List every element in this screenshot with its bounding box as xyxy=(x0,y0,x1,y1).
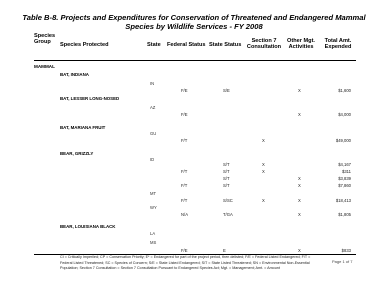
row-state-status: S/T xyxy=(223,183,230,188)
row-total-amt: $3,839 xyxy=(338,176,351,181)
species-group-label: MAMMAL xyxy=(34,64,55,69)
row-state: AZ xyxy=(150,105,156,110)
page-number: Page 1 of 7 xyxy=(332,259,353,264)
row-state: WY xyxy=(150,205,157,210)
row-other-mgt: X xyxy=(298,198,301,203)
row-state: MT xyxy=(150,191,157,196)
row-state-status: S/T xyxy=(223,162,230,167)
row-other-mgt: X xyxy=(298,112,301,117)
row-federal-status: F/E xyxy=(181,112,188,117)
row-other-mgt: X xyxy=(298,183,301,188)
header-species-protected: Species Protected xyxy=(60,42,109,48)
row-state-status: S/E xyxy=(223,88,230,93)
row-state-status: S/T xyxy=(223,176,230,181)
row-federal-status: F/E xyxy=(181,248,188,253)
row-federal-status: F/T xyxy=(181,169,188,174)
table-title-line2: Species by Wildlife Services - FY 2008 xyxy=(125,22,263,31)
row-total-amt: $4,000 xyxy=(338,112,351,117)
row-other-mgt: X xyxy=(298,248,301,253)
header-state-status: State Status xyxy=(209,42,242,48)
row-federal-status: F/T xyxy=(181,138,188,143)
row-other-mgt: X xyxy=(298,176,301,181)
row-total-amt: $833 xyxy=(341,248,351,253)
row-total-amt: $1,600 xyxy=(338,88,351,93)
header-total-amt-expended: Total Amt. Expended xyxy=(324,38,352,50)
row-other-mgt: X xyxy=(298,88,301,93)
footnote-legend: CI = Critically Imperiled; CP = Conservation Priority; E* = Endangered for part of the project period, then delisted; F/E = Federal Listed Endangered; F/T = Federal Listed Threatened; SC = Species of Concern; S/E = State Listed Endangered; S/T = State Listed Threatened; SN = Environmental Non-Essential Population; Section 7 Consultation = Section 7 Consultation Pursuant to Endangered Species Act; Mgt. = Management; Amt. = Amount xyxy=(60,255,311,271)
row-state-status: S/T xyxy=(223,169,230,174)
row-total-amt: $49,000 xyxy=(335,138,351,143)
row-other-mgt: X xyxy=(298,212,301,217)
species-name: BAT, MARIANA FRUIT xyxy=(60,125,106,130)
row-federal-status: N/A xyxy=(181,212,188,217)
row-state: ID xyxy=(150,157,155,162)
row-federal-status: F/T xyxy=(181,198,188,203)
row-state-status: S/SC xyxy=(223,198,233,203)
row-section7: X xyxy=(262,162,265,167)
row-section7: X xyxy=(262,169,265,174)
species-name: BAT, LESSER LONG-NOSED xyxy=(60,96,120,101)
row-total-amt: $4,167 xyxy=(338,162,351,167)
row-total-amt: $18,413 xyxy=(335,198,351,203)
row-total-amt: $7,860 xyxy=(338,183,351,188)
header-section7-consultation: Section 7 Consultation xyxy=(246,38,282,50)
header-state: State xyxy=(147,42,161,48)
species-name: BAT, INDIANA xyxy=(60,72,89,77)
header-other-mgt-activities: Other Mgt. Activities xyxy=(287,38,315,50)
row-federal-status: F/T xyxy=(181,183,188,188)
row-total-amt: $1,805 xyxy=(338,212,351,217)
row-state: IN xyxy=(150,81,155,86)
row-state-status: E xyxy=(223,248,226,253)
table-title-line1: Table B-8. Projects and Expenditures for Conservation of Threatened and Endangered Mammal xyxy=(22,13,366,22)
row-state: GU xyxy=(150,131,157,136)
row-section7: X xyxy=(262,138,265,143)
row-state: MS xyxy=(150,240,157,245)
header-rule xyxy=(34,60,356,61)
row-total-amt: $311 xyxy=(341,169,351,174)
header-species-group: Species Group xyxy=(34,33,56,45)
row-state: LA xyxy=(150,231,156,236)
header-federal-status: Federal Status xyxy=(167,42,206,48)
row-state-status: T/GA xyxy=(223,212,233,217)
table-title xyxy=(0,13,388,31)
row-section7: X xyxy=(262,198,265,203)
species-name: BEAR, LOUISIANA BLACK xyxy=(60,224,116,229)
species-name: BEAR, GRIZZLY xyxy=(60,151,94,156)
row-federal-status: F/E xyxy=(181,88,188,93)
